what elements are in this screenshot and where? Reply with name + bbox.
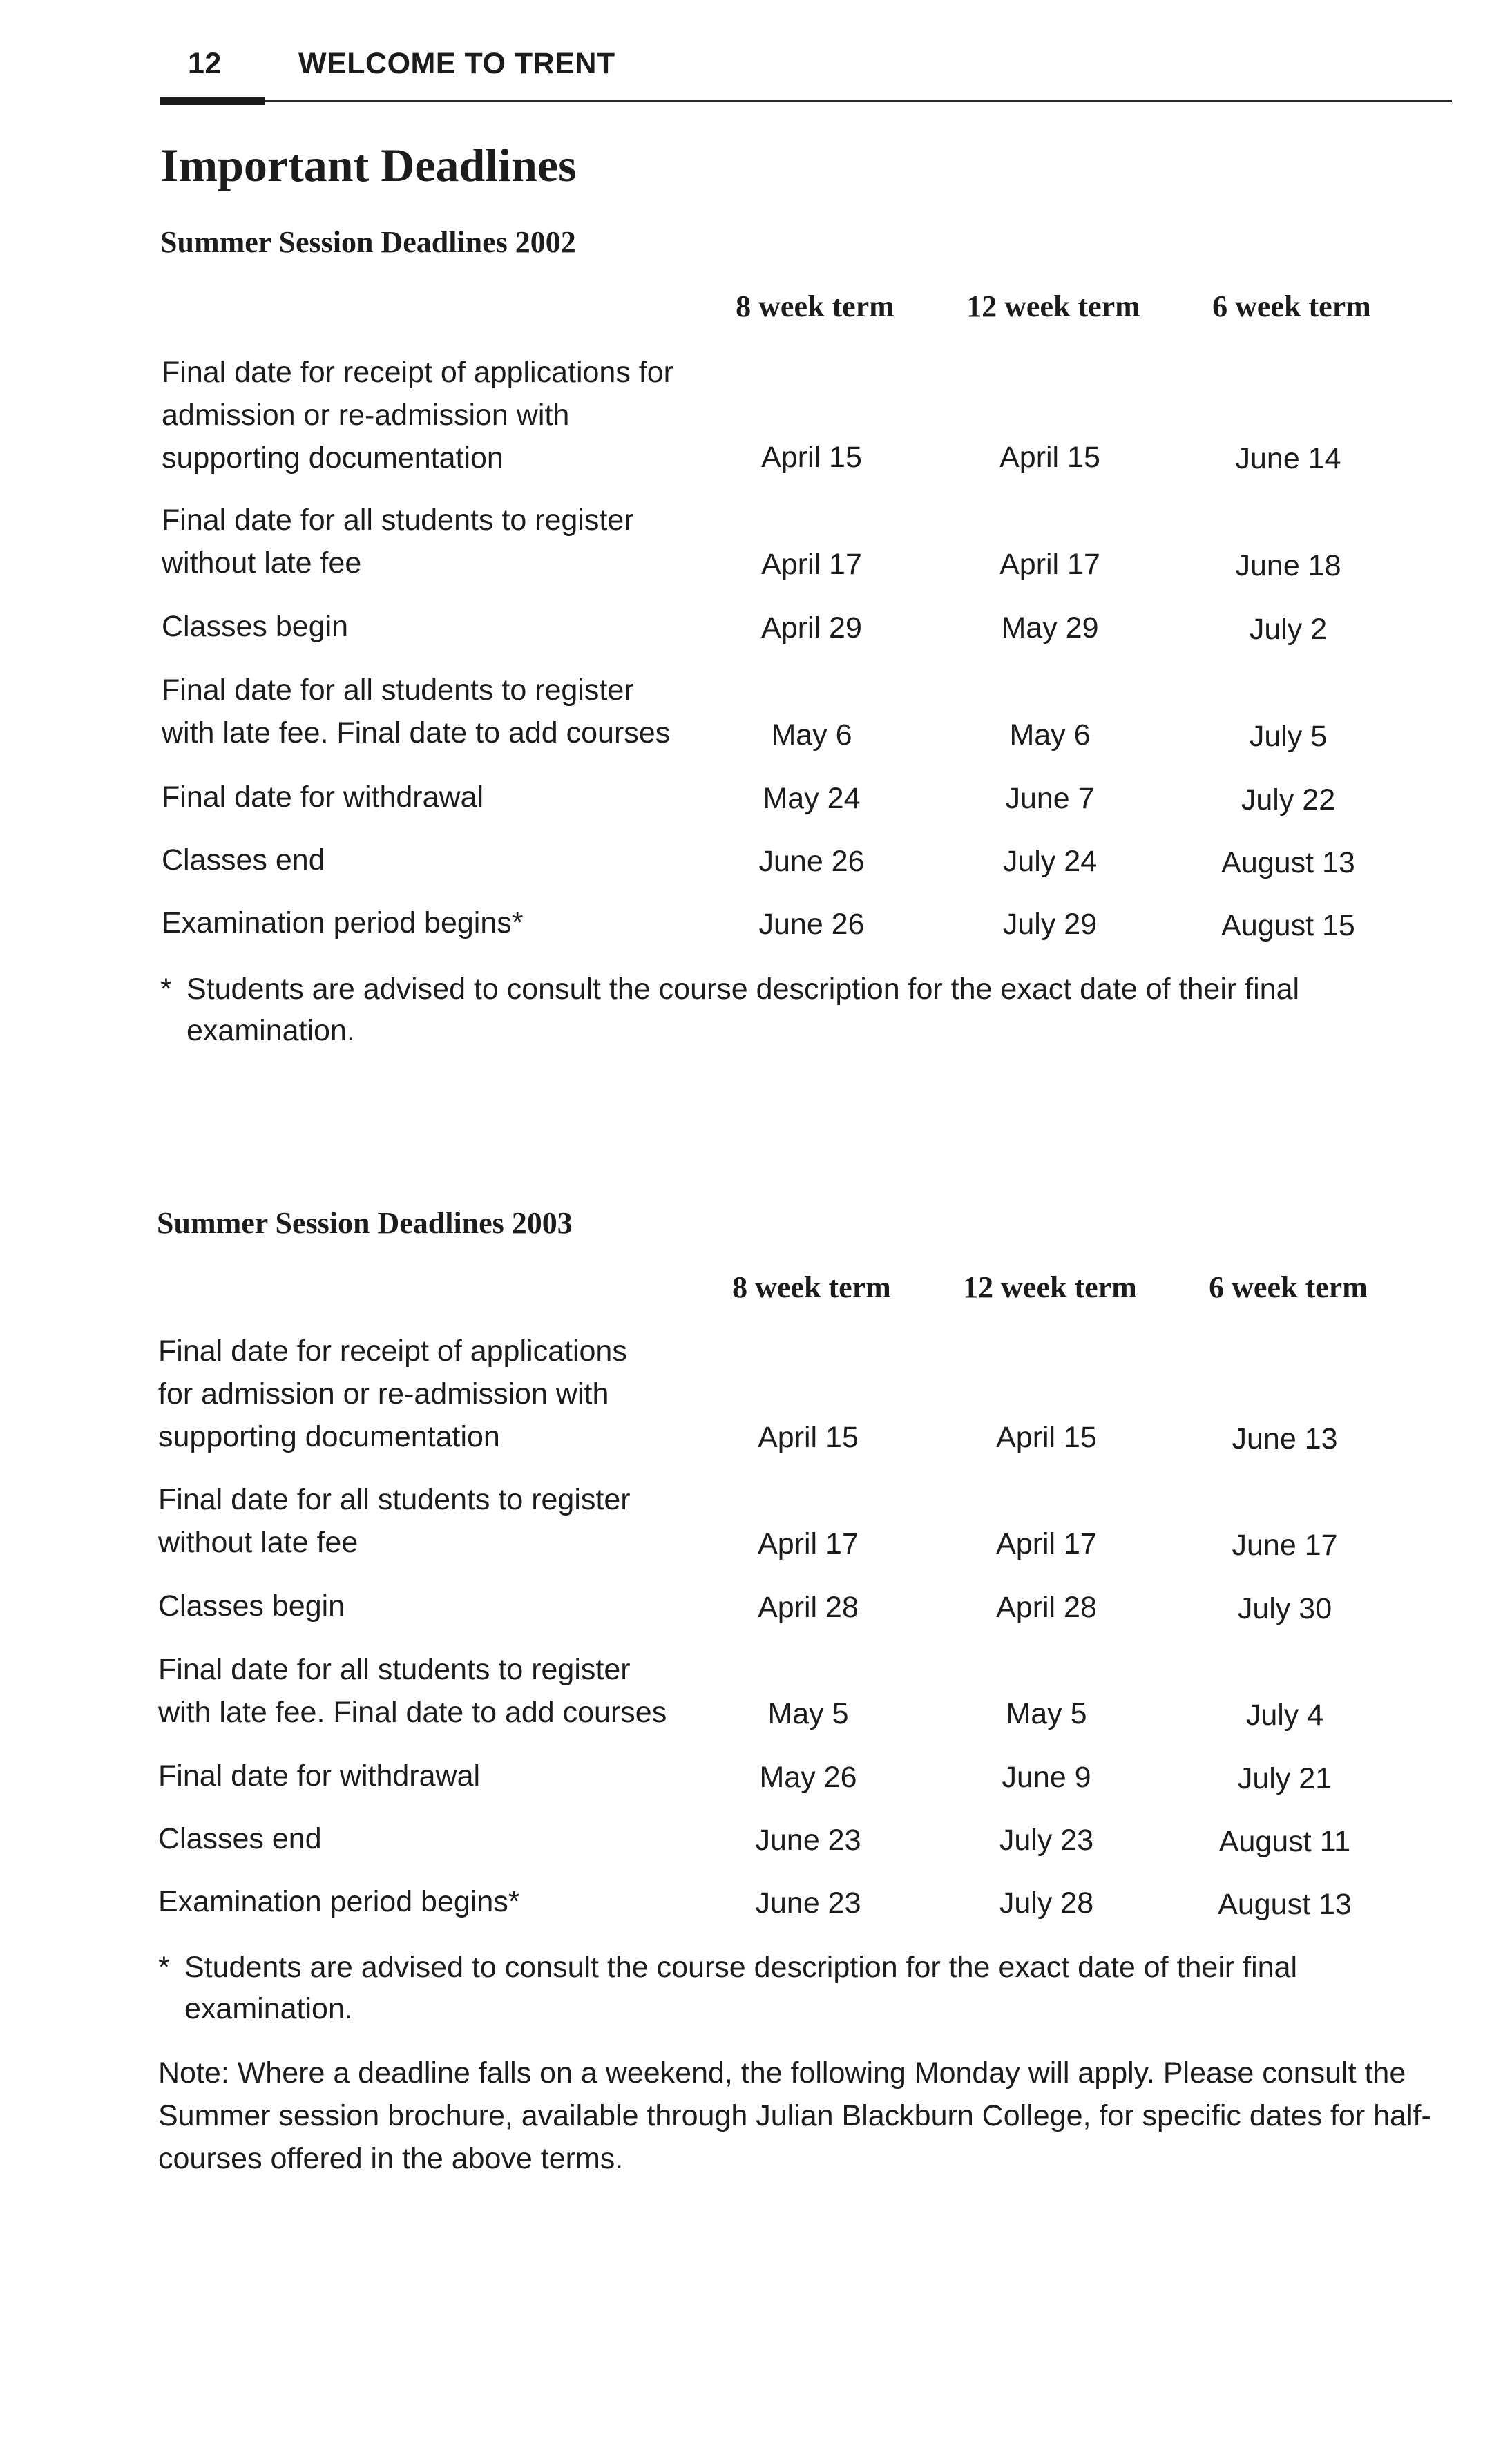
cell-6-week: July 4 (1245, 1699, 1324, 1732)
label-line: Final date for all students to register (162, 504, 634, 537)
label-line: Final date for all students to register (158, 1653, 631, 1686)
label-line: Classes begin (162, 610, 349, 643)
row-label-register-late-fee (158, 1648, 667, 1734)
cell-8-week: May 24 (763, 782, 861, 815)
cell-8-week: April 17 (761, 548, 862, 581)
footnote (160, 968, 1459, 1058)
header-rule-accent (160, 97, 265, 105)
label-line: without late fee (162, 546, 362, 580)
footnote (158, 1947, 1457, 2036)
row-label-classes-begin (162, 605, 348, 648)
cell-12-week: April 17 (999, 548, 1100, 581)
footnote-text: Students are advised to consult the course description for the exact date of their final examination. (186, 973, 1300, 1047)
label-line: admission or re-admission with (162, 399, 570, 432)
label-line: Examination period begins* (162, 906, 524, 939)
cell-6-week: June 17 (1232, 1529, 1338, 1562)
cell-6-week: August 13 (1221, 846, 1355, 879)
label-line: with late fee. Final date to add courses (158, 1696, 667, 1729)
column-header-6-week: 6 week term (1209, 1270, 1368, 1304)
footnote-marker: * (160, 973, 172, 1006)
cell-8-week: June 26 (758, 908, 865, 941)
cell-8-week: May 26 (759, 1761, 857, 1794)
label-line: Classes end (162, 843, 325, 877)
cell-6-week: July 30 (1237, 1592, 1332, 1625)
weekend-note: Note: Where a deadline falls on a weekend, the following Monday will apply. Please consult the Summer session brochure, available through Julian Blackburn College, for specific dates for half-courses offered in the above terms. (158, 2056, 1431, 2175)
row-label-register-late-fee (162, 669, 670, 754)
cell-12-week: July 28 (999, 1886, 1094, 1920)
cell-8-week: June 23 (755, 1824, 861, 1857)
row-label-classes-end (162, 839, 325, 881)
label-line: without late fee (158, 1526, 358, 1559)
header-rule (160, 100, 1452, 102)
label-line: Final date for withdrawal (162, 781, 484, 814)
label-line: Classes begin (158, 1589, 345, 1623)
row-label-classes-end (158, 1817, 322, 1860)
cell-8-week: April 15 (758, 1421, 859, 1454)
row-label-exam-period (158, 1880, 520, 1923)
row-label-classes-begin (158, 1585, 345, 1627)
cell-12-week: July 23 (999, 1824, 1094, 1857)
footnote-text: Students are advised to consult the course description for the exact date of their final examination. (184, 1951, 1298, 2025)
cell-8-week: May 5 (767, 1697, 849, 1730)
label-line: Final date for all students to register (158, 1483, 631, 1516)
cell-12-week: April 17 (996, 1527, 1097, 1560)
cell-8-week: April 15 (761, 441, 862, 474)
column-header-12-week: 12 week term (966, 289, 1140, 323)
label-line: for admission or re-admission with (158, 1377, 609, 1411)
cell-12-week: May 6 (1009, 718, 1091, 752)
running-title: WELCOME TO TRENT (298, 47, 615, 80)
row-label-withdrawal (162, 776, 484, 819)
column-header-12-week: 12 week term (963, 1270, 1137, 1304)
label-line: Final date for receipt of applications (158, 1335, 627, 1368)
cell-6-week: June 18 (1235, 549, 1341, 582)
cell-6-week: July 5 (1249, 720, 1328, 753)
row-label-withdrawal (158, 1755, 480, 1797)
cell-12-week: June 7 (1005, 782, 1095, 815)
column-header-8-week: 8 week term (732, 1270, 891, 1304)
cell-12-week: May 29 (1001, 611, 1099, 644)
label-line: Classes end (158, 1822, 322, 1855)
cell-8-week: April 17 (758, 1527, 859, 1560)
cell-12-week: July 29 (1002, 908, 1098, 941)
cell-12-week: June 9 (1002, 1761, 1091, 1794)
cell-12-week: April 28 (996, 1591, 1097, 1624)
page-title: Important Deadlines (160, 139, 577, 191)
row-label-register-no-late-fee (158, 1478, 631, 1564)
column-header-8-week: 8 week term (736, 289, 894, 323)
label-line: Final date for withdrawal (158, 1759, 481, 1793)
label-line: supporting documentation (162, 441, 504, 475)
section-title: Summer Session Deadlines 2002 (160, 225, 576, 259)
cell-6-week: July 21 (1237, 1762, 1332, 1795)
cell-8-week: June 23 (755, 1886, 861, 1920)
label-line: Final date for all students to register (162, 673, 634, 707)
cell-6-week: August 13 (1218, 1888, 1352, 1921)
row-label-applications (158, 1330, 627, 1458)
cell-12-week: July 24 (1002, 845, 1098, 878)
cell-8-week: May 6 (771, 718, 852, 752)
row-label-exam-period (162, 901, 524, 944)
cell-6-week: July 22 (1241, 783, 1336, 816)
cell-12-week: May 5 (1006, 1697, 1087, 1730)
column-header-6-week: 6 week term (1212, 289, 1371, 323)
label-line: Examination period begins* (158, 1885, 520, 1918)
cell-8-week: April 28 (758, 1591, 859, 1624)
row-label-register-no-late-fee (162, 499, 634, 584)
page-number: 12 (188, 47, 222, 80)
cell-12-week: April 15 (999, 441, 1100, 474)
footnote-marker: * (158, 1951, 170, 1984)
cell-6-week: June 13 (1232, 1422, 1338, 1455)
cell-6-week: July 2 (1249, 613, 1328, 646)
cell-12-week: April 15 (996, 1421, 1097, 1454)
label-line: supporting documentation (158, 1420, 500, 1453)
label-line: Final date for receipt of applications for (162, 356, 673, 389)
label-line: with late fee. Final date to add courses (162, 716, 671, 749)
cell-6-week: August 15 (1221, 909, 1355, 942)
cell-6-week: August 11 (1218, 1825, 1351, 1858)
cell-8-week: June 26 (758, 845, 865, 878)
section-title: Summer Session Deadlines 2003 (157, 1206, 573, 1240)
cell-8-week: April 29 (761, 611, 862, 644)
cell-6-week: June 14 (1235, 442, 1341, 475)
row-label-applications (162, 351, 673, 479)
